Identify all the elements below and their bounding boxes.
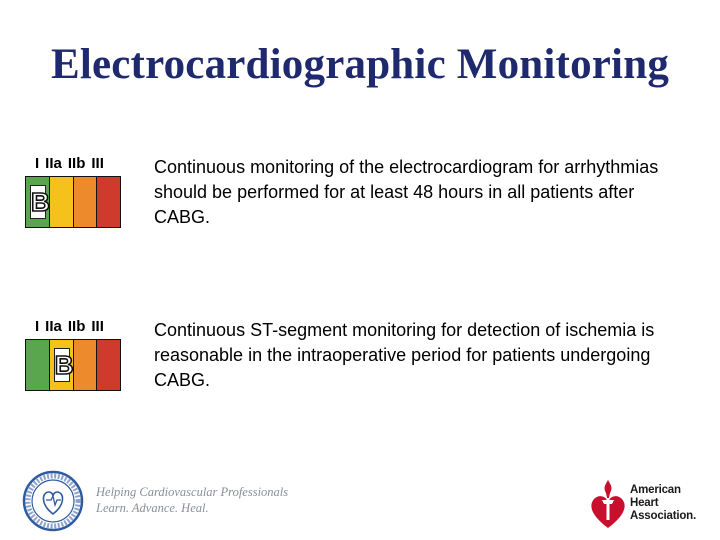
acc-tagline-line2: Learn. Advance. Heal.	[96, 501, 209, 515]
class-label-iii: III	[91, 155, 104, 172]
aha-line1: American	[630, 484, 681, 496]
acc-tagline	[96, 484, 288, 516]
class-iib-bar	[74, 177, 98, 227]
class-label-iib: IIb	[67, 155, 86, 172]
class-label-iia: IIa	[45, 318, 62, 335]
class-iia-bar	[50, 177, 74, 227]
aha-line2: Heart	[630, 497, 659, 509]
class-label-iia: IIa	[45, 155, 62, 172]
aha-heart-torch-logo	[588, 478, 628, 535]
recommendation-1	[0, 155, 720, 245]
class-of-recommendation-bars	[25, 176, 121, 228]
class-label-i: I	[35, 318, 40, 335]
recommendation-text: Continuous monitoring of the electrocardiogram for arrhythmias should be performed for at least 48 hours in all patients after CABG.	[154, 157, 659, 227]
level-of-evidence-badge: B	[54, 350, 74, 380]
class-iia-bar	[50, 340, 74, 390]
class-label-i: I	[35, 155, 40, 172]
class-labels	[35, 318, 110, 335]
aha-wordmark	[630, 484, 696, 523]
class-iib-bar	[74, 340, 98, 390]
level-of-evidence-badge: B	[31, 187, 50, 217]
class-iii-bar	[97, 177, 120, 227]
acc-seal-logo	[22, 470, 84, 537]
class-label-iib: IIb	[67, 318, 86, 335]
class-i-bar	[26, 177, 50, 227]
slide-title: Electrocardiographic Monitoring	[50, 41, 670, 88]
class-i-bar	[26, 340, 50, 390]
recommendation-text: Continuous ST-segment monitoring for detection of ischemia is reasonable in the intraoperative period for patients undergoing CABG.	[154, 320, 655, 390]
class-of-recommendation-bars	[25, 339, 121, 391]
class-labels	[35, 155, 110, 172]
class-iii-bar	[97, 340, 120, 390]
recommendation-2	[0, 318, 720, 408]
class-label-iii: III	[91, 318, 104, 335]
aha-line3: Association.	[630, 510, 696, 522]
acc-tagline-line1: Helping Cardiovascular Professionals	[96, 485, 289, 499]
